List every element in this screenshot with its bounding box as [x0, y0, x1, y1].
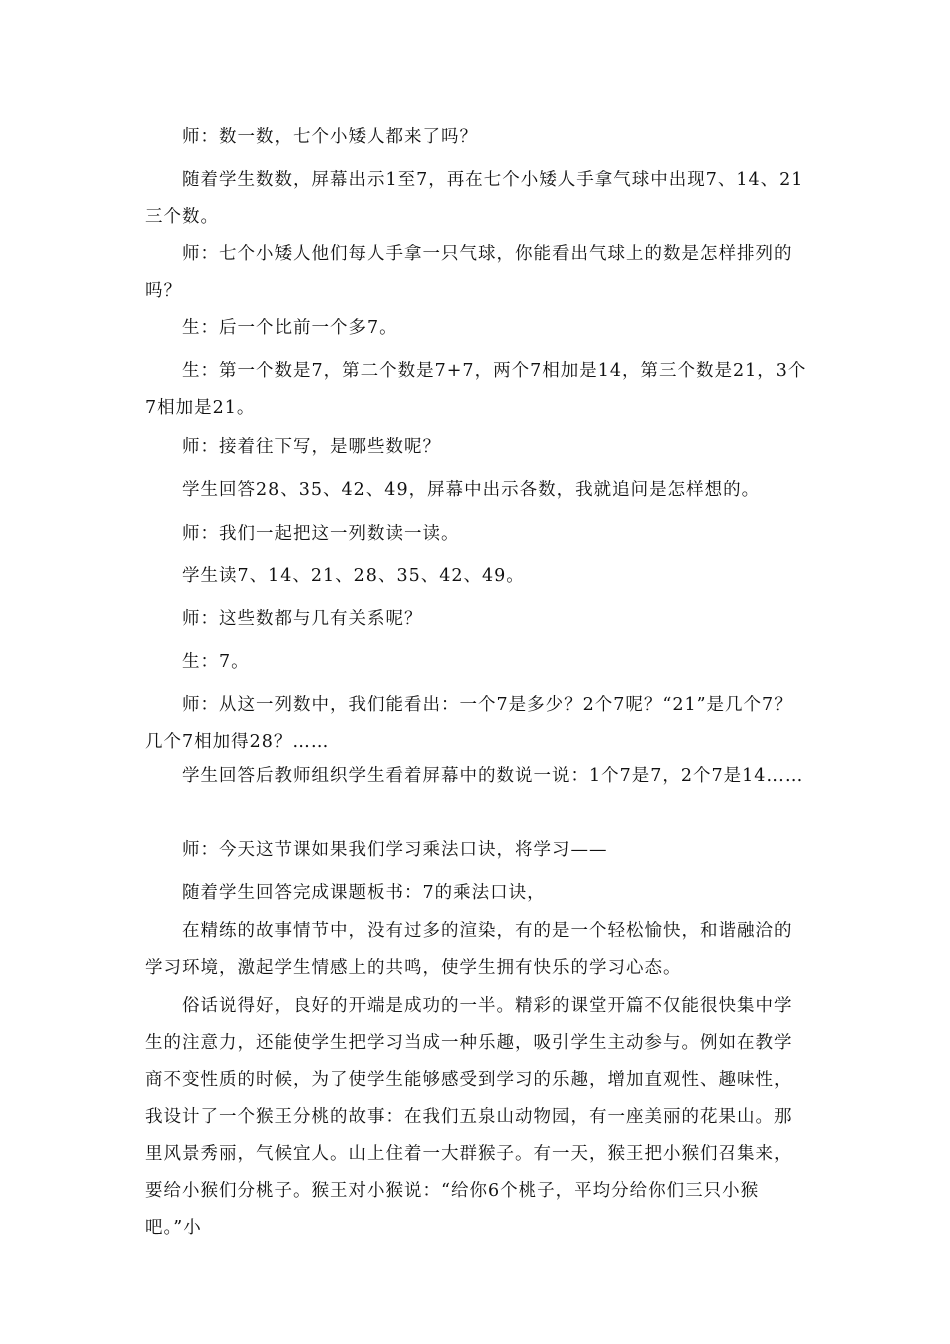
paragraph-13: 学生回答后教师组织学生看着屏幕中的数说一说：1个7是7，2个7是14…… [182, 766, 804, 786]
paragraph-3: 师：七个小矮人他们每人手拿一只气球，你能看出气球上的数是怎样排列的吗？ [145, 244, 793, 301]
paragraph-10: 师：这些数都与几有关系呢？ [182, 609, 423, 629]
paragraph-9: 学生读7、14、21、28、35、42、49。 [182, 566, 525, 586]
paragraph-11: 生：7。 [182, 652, 250, 672]
paragraph-15: 随着学生回答完成课题板书：7的乘法口诀， [182, 883, 546, 903]
paragraph-8: 师：我们一起把这一列数读一读。 [182, 524, 460, 544]
paragraph-5: 生：第一个数是7，第二个数是7+7，两个7相加是14，第三个数是21，3个7相加是21。 [145, 361, 807, 418]
paragraph-4: 生：后一个比前一个多7。 [182, 318, 398, 338]
paragraph-16: 在精练的故事情节中，没有过多的渲染，有的是一个轻松愉快，和谐融洽的学习环境，激起学生情感上的共鸣，使学生拥有快乐的学习心态。 [145, 921, 793, 978]
paragraph-1: 师：数一数，七个小矮人都来了吗？ [182, 127, 478, 147]
paragraph-14: 师：今天这节课如果我们学习乘法口诀，将学习—— [182, 840, 608, 860]
paragraph-12: 师：从这一列数中，我们能看出：一个7是多少？2个7呢？“21”是几个7？几个7相加得28？…… [145, 695, 793, 752]
paragraph-7: 学生回答28、35、42、49，屏幕中出示各数，我就追问是怎样想的。 [182, 480, 761, 500]
paragraph-2: 随着学生数数，屏幕出示1至7，再在七个小矮人手拿气球中出现7、14、21三个数。 [145, 170, 804, 227]
paragraph-6: 师：接着往下写，是哪些数呢？ [182, 437, 441, 457]
paragraph-17: 俗话说得好，良好的开端是成功的一半。精彩的课堂开篇不仅能很快集中学生的注意力，还能使学生把学习当成一种乐趣，吸引学生主动参与。例如在教学商不变性质的时候，为了使学生能够感受到学习的乐趣，增加直观性、趣味性，我设计了一个猴王分桃的故事：在我们五泉山动物园，有一座美丽的花果山。那里风景秀丽，气候宜人。山上住着一大群猴子。有一天，猴王把小猴们召集来，要给小猴们分桃子。猴王对小猴说：“给你6个桃子，平均分给你们三只小猴吧。”小 [145, 996, 793, 1238]
